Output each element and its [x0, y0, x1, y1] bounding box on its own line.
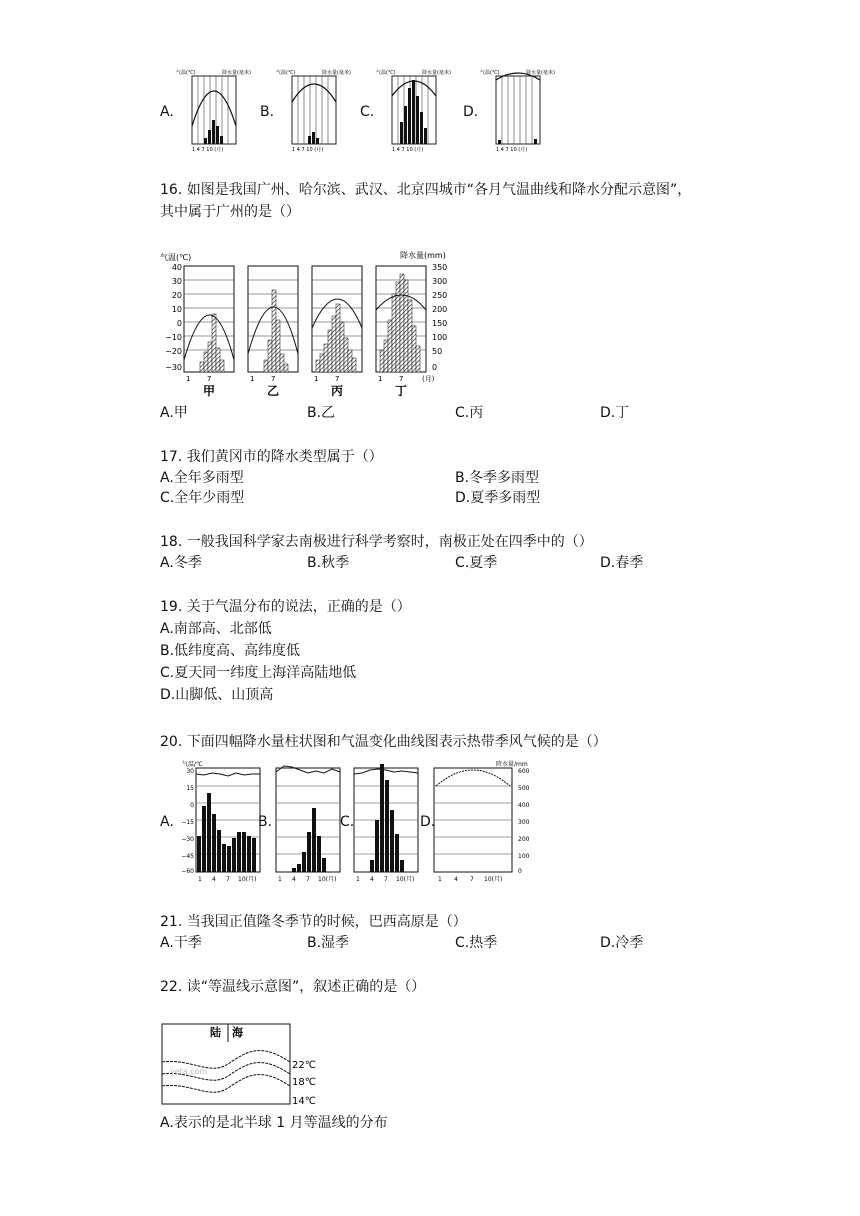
svg-text:150: 150 [432, 319, 448, 328]
svg-text:7: 7 [335, 375, 340, 383]
q15-label-b: B. [260, 104, 275, 120]
svg-text:100: 100 [518, 853, 530, 860]
q16-option-d[interactable]: D.丁 [600, 405, 630, 421]
svg-text:300: 300 [518, 819, 530, 826]
q15-label-c: C. [360, 104, 375, 120]
q19-option-c[interactable]: C.夏天同一纬度上海洋高陆地低 [160, 665, 357, 681]
svg-text:1: 1 [250, 375, 255, 383]
q16-option-b[interactable]: B.乙 [307, 405, 336, 421]
svg-text:50: 50 [432, 347, 443, 356]
svg-text:−30: −30 [165, 363, 182, 372]
q15-label-a: A. [160, 104, 174, 120]
svg-text:降水量/mm: 降水量/mm [496, 761, 528, 768]
q15-chart-b [274, 66, 354, 156]
q22-isotherm-22: 22℃ [292, 1060, 316, 1071]
svg-text:1: 1 [186, 375, 191, 383]
svg-text:降水量(毫米): 降水量(毫米) [422, 70, 451, 76]
svg-text:−30: −30 [181, 836, 194, 843]
svg-text:4: 4 [292, 876, 296, 883]
q22-sea-label: 海 [232, 1026, 243, 1039]
q20-chart-b [276, 766, 340, 883]
q16-panel-name-bing: 丙 [330, 384, 344, 398]
svg-text:7: 7 [399, 375, 404, 383]
svg-text:10: 10 [171, 305, 182, 314]
q22-stem: 22. 读“等温线示意图”，叙述正确的是（） [160, 979, 426, 995]
q16-panel-bing [312, 266, 362, 372]
q16-stem-line1: 16. 如图是我国广州、哈尔滨、武汉、北京四城市“各月气温曲线和降水分配示意图”， [160, 182, 692, 198]
q15-chart-a [174, 66, 254, 156]
q16-stem-line2: 其中属于广州的是（） [160, 204, 300, 220]
q17-option-c[interactable]: C.全年少雨型 [160, 490, 245, 506]
q16-panel-name-yi: 乙 [266, 384, 280, 398]
svg-text:0: 0 [190, 802, 194, 809]
q19-option-d[interactable]: D.山脚低、山顶高 [160, 687, 274, 703]
q17-option-d[interactable]: D.夏季多雨型 [455, 490, 541, 506]
q21-option-a[interactable]: A.干季 [160, 935, 202, 951]
q18-option-d[interactable]: D.春季 [600, 555, 644, 571]
q21-stem: 21. 当我国正值隆冬季节的时候，巴西高原是（） [160, 914, 467, 930]
svg-text:−15: −15 [181, 819, 194, 826]
q20-charts [160, 760, 540, 885]
q20-label-b[interactable]: B. [258, 814, 273, 830]
q22-isotherm-18: 18℃ [292, 1077, 316, 1088]
q20-chart-d [434, 768, 512, 883]
svg-text:降水量(毫米): 降水量(毫米) [322, 70, 351, 76]
svg-text:250: 250 [432, 291, 448, 300]
q16-axis-right-label: 降水量(mm) [400, 251, 446, 260]
svg-text:0: 0 [518, 868, 522, 875]
svg-text:7: 7 [271, 375, 276, 383]
svg-text:−10: −10 [165, 333, 182, 342]
svg-text:20: 20 [171, 291, 182, 300]
q15-charts [160, 66, 560, 156]
svg-text:−45: −45 [181, 853, 194, 860]
q16-option-a[interactable]: A.甲 [160, 405, 188, 421]
svg-text:0: 0 [176, 319, 182, 328]
svg-text:500: 500 [518, 785, 530, 792]
svg-text:−20: −20 [165, 347, 182, 356]
svg-text:1: 1 [438, 876, 442, 883]
q17-option-b[interactable]: B.冬季多雨型 [455, 470, 540, 486]
svg-text:4: 4 [212, 876, 216, 883]
svg-text:30: 30 [186, 768, 194, 775]
q16-panel-yi [248, 266, 298, 372]
q16-option-c[interactable]: C.丙 [455, 405, 484, 421]
svg-text:300: 300 [432, 277, 448, 286]
svg-text:40: 40 [171, 263, 182, 272]
svg-text:4: 4 [370, 876, 374, 883]
svg-text:1 4 7 10 (月): 1 4 7 10 (月) [392, 147, 424, 153]
svg-text:7: 7 [207, 375, 212, 383]
q17-stem: 17. 我们黄冈市的降水类型属于（） [160, 449, 383, 465]
svg-text:600: 600 [518, 768, 530, 775]
q15-chart-d [478, 66, 558, 156]
svg-text:气温(℃): 气温(℃) [176, 70, 196, 76]
q20-stem: 20. 下面四幅降水量柱状图和气温变化曲线图表示热带季风气候的是（） [160, 734, 607, 750]
svg-text:4: 4 [454, 876, 458, 883]
q21-option-b[interactable]: B.湿季 [307, 935, 350, 951]
svg-text:气温/℃: 气温/℃ [182, 761, 203, 768]
svg-text:1: 1 [278, 876, 282, 883]
svg-text:1 4 7 10 (月): 1 4 7 10 (月) [292, 147, 324, 153]
svg-text:0: 0 [432, 363, 438, 372]
q20-label-a[interactable]: A. [160, 814, 174, 830]
svg-text:−60: −60 [181, 868, 194, 875]
svg-text:气温(℃): 气温(℃) [480, 70, 500, 76]
q18-stem: 18. 一般我国科学家去南极进行科学考察时，南极正处在四季中的（） [160, 534, 593, 550]
svg-text:350: 350 [432, 263, 448, 272]
svg-text:15: 15 [186, 785, 194, 792]
q20-label-d[interactable]: D. [420, 814, 436, 830]
q20-chart-a [196, 768, 260, 883]
q16-panel-ding [376, 266, 426, 372]
svg-text:(月): (月) [422, 375, 435, 383]
svg-text:10(月): 10(月) [238, 876, 257, 883]
q19-option-a[interactable]: A.南部高、北部低 [160, 621, 272, 637]
svg-text:降水量(毫米): 降水量(毫米) [222, 70, 251, 76]
q18-option-c[interactable]: C.夏季 [455, 555, 498, 571]
q18-option-b[interactable]: B.秋季 [307, 555, 350, 571]
q20-label-c[interactable]: C. [340, 814, 355, 830]
q18-option-a[interactable]: A.冬季 [160, 555, 202, 571]
q16-axis-left-label: 气温(℃) [160, 253, 192, 262]
svg-text:10(月): 10(月) [484, 876, 503, 883]
q22-watermark: yeta.com [170, 1067, 208, 1076]
svg-text:7: 7 [306, 876, 310, 883]
svg-text:30: 30 [171, 277, 182, 286]
svg-text:气温(℃): 气温(℃) [376, 70, 396, 76]
q22-isotherm-diagram [160, 1022, 330, 1108]
svg-text:200: 200 [518, 836, 530, 843]
svg-text:100: 100 [432, 333, 448, 342]
q16-panel-jia [184, 266, 234, 372]
svg-text:1: 1 [198, 876, 202, 883]
q16-climate-charts [160, 250, 470, 398]
q17-option-a[interactable]: A.全年多雨型 [160, 470, 244, 486]
q16-panel-name-jia: 甲 [202, 384, 216, 398]
q20-chart-c [354, 764, 418, 883]
svg-text:1: 1 [378, 375, 383, 383]
svg-text:400: 400 [518, 802, 530, 809]
q19-option-b[interactable]: B.低纬度高、高纬度低 [160, 643, 301, 659]
q19-stem: 19. 关于气温分布的说法，正确的是（） [160, 599, 411, 615]
svg-text:气温(℃): 气温(℃) [276, 70, 296, 76]
q21-option-c[interactable]: C.热季 [455, 935, 498, 951]
svg-text:1: 1 [356, 876, 360, 883]
q15-label-d: D. [463, 104, 479, 120]
svg-text:7: 7 [384, 876, 388, 883]
svg-text:1: 1 [314, 375, 319, 383]
svg-text:10(月): 10(月) [396, 876, 415, 883]
svg-text:1 4 7 10 (月): 1 4 7 10 (月) [496, 147, 528, 153]
q22-isotherm-14: 14℃ [292, 1096, 316, 1107]
q22-land-label: 陆 [210, 1026, 221, 1039]
svg-text:200: 200 [432, 305, 448, 314]
q16-panel-name-ding: 丁 [394, 384, 408, 398]
q15-chart-c [374, 66, 454, 156]
svg-text:7: 7 [226, 876, 230, 883]
svg-text:降水量(毫米): 降水量(毫米) [526, 70, 555, 76]
svg-text:1 4 7 10 (月): 1 4 7 10 (月) [192, 147, 224, 153]
svg-text:7: 7 [470, 876, 474, 883]
q21-option-d[interactable]: D.冷季 [600, 935, 644, 951]
svg-text:10(月): 10(月) [318, 876, 337, 883]
q22-option-a[interactable]: A.表示的是北半球 1 月等温线的分布 [160, 1115, 388, 1131]
